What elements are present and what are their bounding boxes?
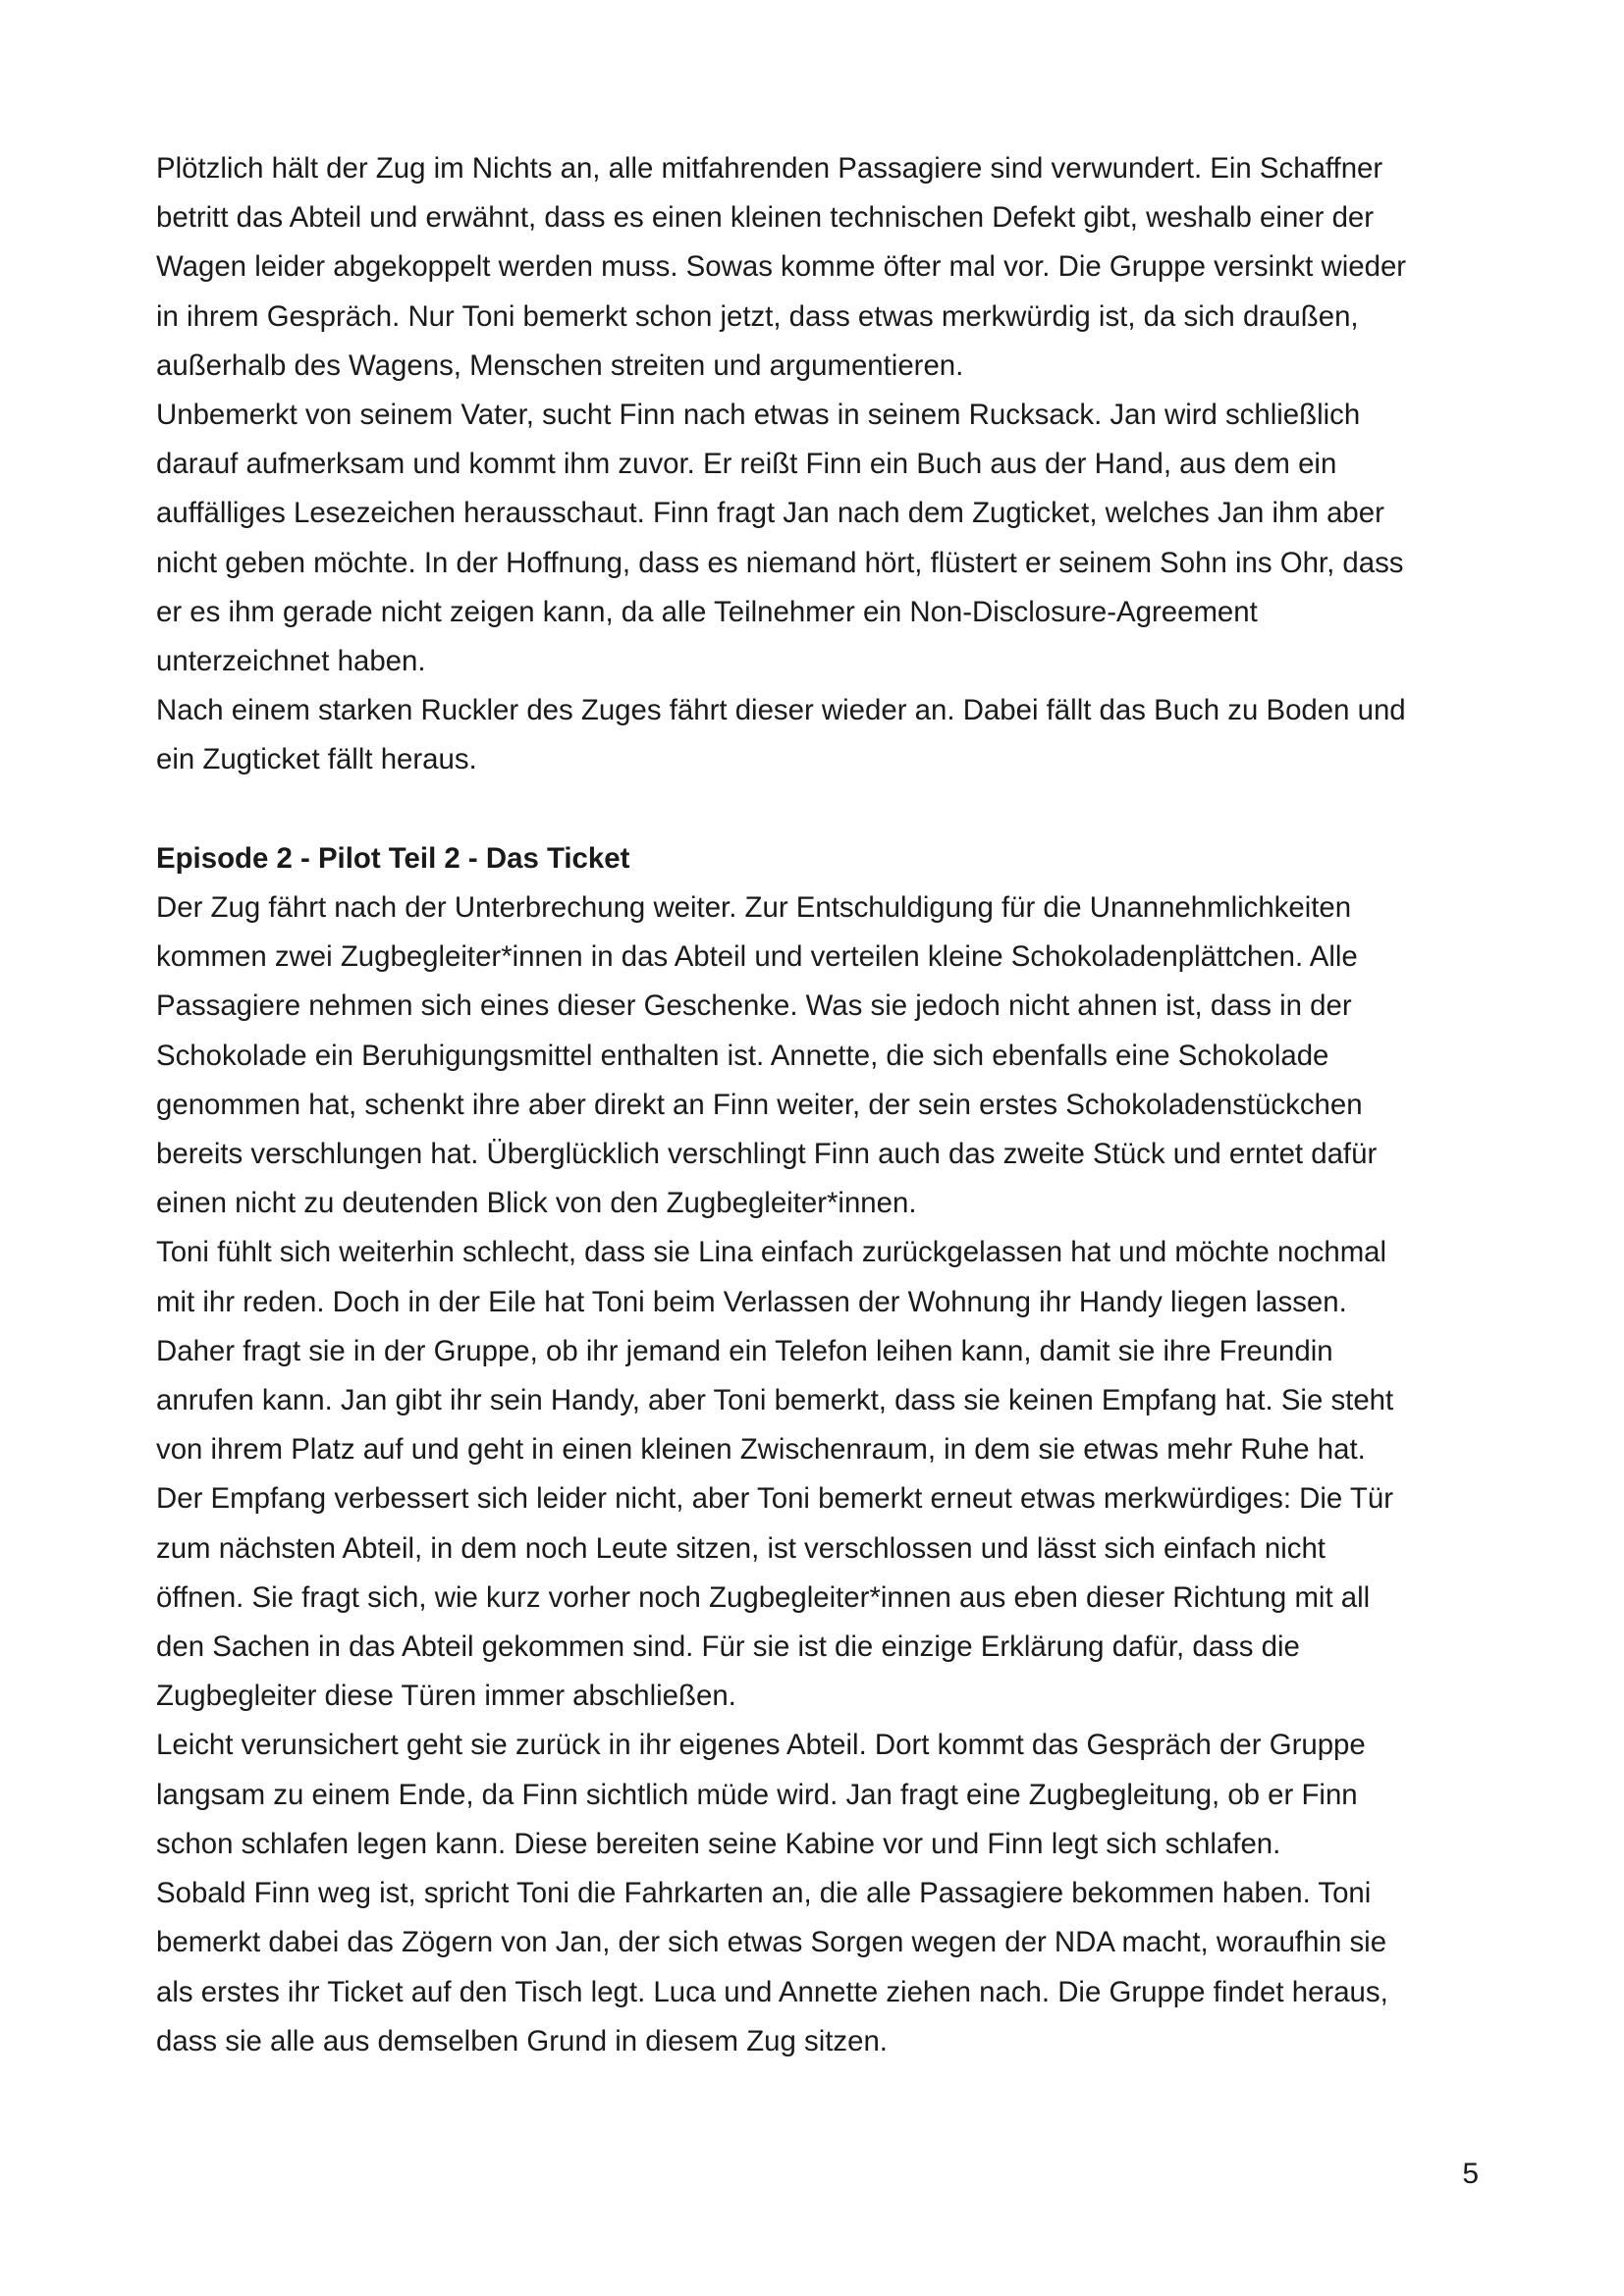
page-body xyxy=(156,144,1491,2066)
paragraph: Leicht verunsichert geht sie zurück in ihr eigenes Abteil. Dort kommt das Gespräch der Gruppe langsam zu einem Ende, da Finn sichtlich müde wird. Jan fragt eine Zugbegleitung, ob er Finn schon schlafen legen kann. Diese bereiten seine Kabine vor und Finn legt sich schlafen. xyxy=(156,1729,1366,1860)
paragraph: Nach einem starken Ruckler des Zuges fährt dieser wieder an. Dabei fällt das Buch zu Boden und ein Zugticket fällt heraus. xyxy=(156,694,1406,776)
paragraph: Sobald Finn weg ist, spricht Toni die Fahrkarten an, die alle Passagiere bekommen haben. Toni bemerkt dabei das Zögern von Jan, der sich etwas Sorgen wegen der NDA macht, woraufhin sie als erstes ihr Ticket auf den Tisch legt. Luca und Annette ziehen nach. Die Gruppe findet heraus, dass sie alle aus demselben Grund in diesem Zug sitzen. xyxy=(156,1877,1388,2057)
paragraph: Plötzlich hält der Zug im Nichts an, alle mitfahrenden Passagiere sind verwundert. Ein Schaffner betritt das Abteil und erwähnt, dass es einen kleinen technischen Defekt gibt, weshalb einer der Wagen leider abgekoppelt werden muss. Sowas komme öfter mal vor. Die Gruppe versinkt wieder in ihrem Gespräch. Nur Toni bemerkt schon jetzt, dass etwas merkwürdig ist, da sich draußen, außerhalb des Wagens, Menschen streiten und argumentieren. xyxy=(156,152,1407,382)
page-number: 5 xyxy=(1462,2158,1479,2190)
section-spacer xyxy=(156,785,1491,834)
paragraph: Der Zug fährt nach der Unterbrechung weiter. Zur Entschuldigung für die Unannehmlichkeiten kommen zwei Zugbegleiter*innen in das Abteil und verteilen kleine Schokoladenplättchen. Alle Passagiere nehmen sich eines dieser Geschenke. Was sie jedoch nicht ahnen ist, dass in der Schokolade ein Beruhigungsmittel enthalten ist. Annette, die sich ebenfalls eine Schokolade genommen hat, schenkt ihre aber direkt an Finn weiter, der sein erstes Schokoladenstückchen bereits verschlungen hat. Überglücklich verschlingt Finn auch das zweite Stück und erntet dafür einen nicht zu deutenden Blick von den Zugbegleiter*innen. xyxy=(156,891,1378,1220)
paragraph: Toni fühlt sich weiterhin schlecht, dass sie Lina einfach zurückgelassen hat und möchte nochmal mit ihr reden. Doch in der Eile hat Toni beim Verlassen der Wohnung ihr Handy liegen lassen. Daher fragt sie in der Gruppe, ob ihr jemand ein Telefon leihen kann, damit sie ihre Freundin anrufen kann. Jan gibt ihr sein Handy, aber Toni bemerkt, dass sie keinen Empfang hat. Sie steht von ihrem Platz auf und geht in einen kleinen Zwischenraum, in dem sie etwas mehr Ruhe hat. Der Empfang verbessert sich leider nicht, aber Toni bemerkt erneut etwas merkwürdiges: Die Tür zum nächsten Abteil, in dem noch Leute sitzen, ist verschlossen und lässt sich einfach nicht öffnen. Sie fragt sich, wie kurz vorher noch Zugbegleiter*innen aus eben dieser Richtung mit all den Sachen in das Abteil gekommen sind. Für sie ist die einzige Erklärung dafür, dass die Zugbegleiter diese Türen immer abschließen. xyxy=(156,1236,1394,1713)
paragraph: Unbemerkt von seinem Vater, sucht Finn nach etwas in seinem Rucksack. Jan wird schließlich darauf aufmerksam und kommt ihm zuvor. Er reißt Finn ein Buch aus der Hand, aus dem ein auffälliges Lesezeichen herausschaut. Finn fragt Jan nach dem Zugticket, welches Jan ihm aber nicht geben möchte. In der Hoffnung, dass es niemand hört, flüstert er seinem Sohn ins Ohr, dass er es ihm gerade nicht zeigen kann, da alle Teilnehmer ein Non-Disclosure-Agreement unterzeichnet haben. xyxy=(156,399,1404,678)
episode-heading: Episode 2 - Pilot Teil 2 - Das Ticket xyxy=(156,841,630,875)
